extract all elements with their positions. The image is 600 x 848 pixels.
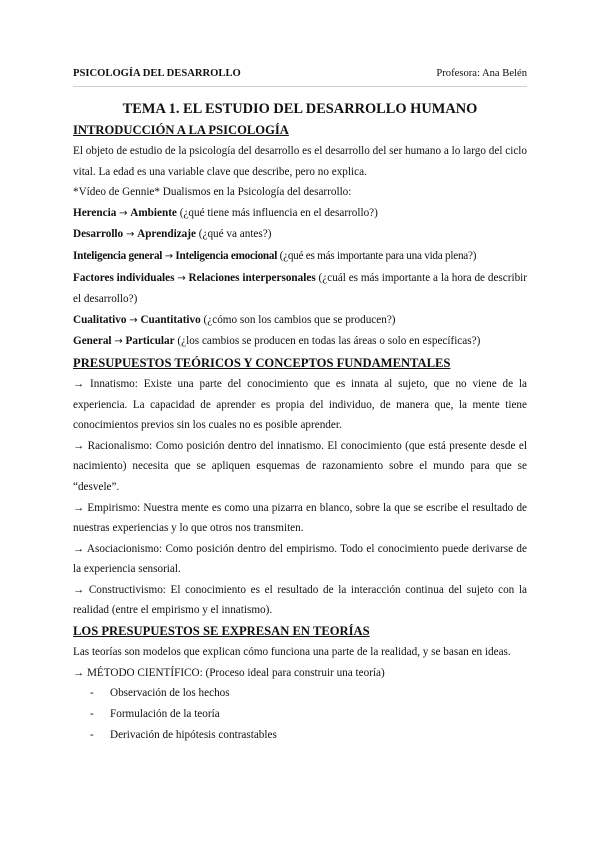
intro-paragraph: El objeto de estudio de la psicología del desarrollo es el desarrollo del ser humano a lo largo del ciclo vital. La edad es una variable clave que describe, pero no explica.: [73, 145, 527, 178]
dash-bullet: -: [90, 687, 94, 700]
teacher-name: Profesora: Ana Belén: [436, 68, 527, 79]
racionalismo-paragraph: → Racionalismo: Como posición dentro del innatismo. El conocimiento (que está presente desde el nacimiento) necesita que se apliquen esquemas de razonamiento sobre el mundo para que se “desvele”.: [73, 439, 527, 493]
method-steps-list: [73, 683, 527, 746]
asociacionismo-paragraph: → Asociacionismo: Como posición dentro del empirismo. Todo el conocimiento puede derivarse de la experiencia sensorial.: [73, 542, 527, 576]
dualism-item: Cualitativo → Cuantitativo (¿cómo son los cambios que se producen?): [73, 313, 396, 326]
arrow-icon: →: [177, 272, 186, 284]
arrow-icon: →: [119, 207, 128, 219]
dash-bullet: -: [90, 729, 94, 742]
teorias-paragraph: Las teorías son modelos que explican cómo funciona una parte de la realidad, y se basan en ideas.: [73, 646, 511, 659]
presupuestos-heading: PRESUPUESTOS TEÓRICOS Y CONCEPTOS FUNDAMENTALES: [73, 355, 451, 370]
dualism-item: Factores individuales → Relaciones interpersonales (¿cuál es más importante a la hora de describir el desarrollo?): [73, 271, 528, 306]
innatismo-paragraph: → Innatismo: Existe una parte del conocimiento que es innata al sujeto, que no viene de la experiencia. La capacidad de aprender es propia del individuo, de manera que, la mente tiene conocimientos previos sin los cuales no es posible aprender.: [73, 377, 527, 432]
intro-heading: INTRODUCCIÓN A LA PSICOLOGÍA: [73, 123, 289, 137]
dualism-item: Herencia → Ambiente (¿qué tiene más influencia en el desarrollo?): [73, 206, 378, 219]
video-note: *Vídeo de Gennie* Dualismos en la Psicología del desarrollo:: [73, 186, 352, 199]
list-item: - Derivación de hipótesis contrastables: [73, 725, 527, 746]
dualism-item: General → Particular (¿los cambios se producen en todas las áreas o solo en específicas?): [73, 335, 481, 348]
arrow-icon: →: [125, 229, 135, 241]
document-title: TEMA 1. EL ESTUDIO DEL DESARROLLO HUMANO: [122, 101, 478, 117]
arrow-icon: →: [164, 250, 173, 262]
dualism-item: Inteligencia general → Inteligencia emocional (¿qué es más importante para una vida plena?): [73, 249, 477, 262]
teorias-heading: LOS PRESUPUESTOS SE EXPRESAN EN TEORÍAS: [73, 624, 370, 639]
arrow-icon: →: [129, 314, 138, 326]
course-name: PSICOLOGÍA DEL DESARROLLO: [73, 68, 241, 79]
dualism-item: Desarrollo → Aprendizaje (¿qué va antes?): [73, 228, 272, 241]
list-item: - Formulación de la teoría: [73, 704, 527, 725]
page-header: [73, 68, 527, 87]
document-page: [73, 68, 527, 746]
dash-bullet: -: [90, 708, 94, 721]
metodo-cientifico-line: → MÉTODO CIENTÍFICO: (Proceso ideal para construir una teoría): [73, 666, 385, 679]
empirismo-paragraph: → Empirismo: Nuestra mente es como una pizarra en blanco, sobre la que se escribe el resultado de nuestras experiencias y lo que otros nos transmiten.: [73, 501, 527, 535]
list-item: - Observación de los hechos: [73, 683, 527, 704]
constructivismo-paragraph: → Constructivismo: El conocimiento es el resultado de la interacción continua del sujeto con la realidad (entre el empirismo y el innatismo).: [73, 583, 527, 617]
dualism-list: [73, 203, 527, 353]
arrow-icon: →: [114, 336, 123, 348]
